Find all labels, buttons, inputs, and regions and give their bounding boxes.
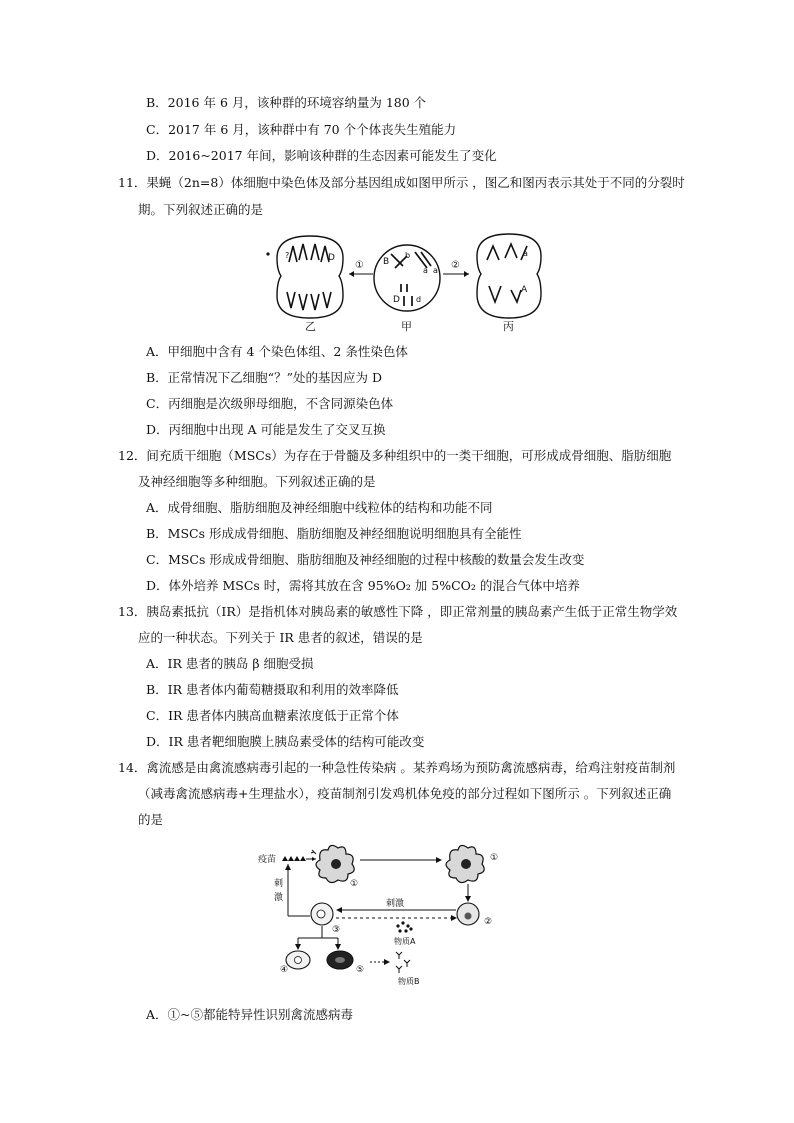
- q11-gene-D-yi: D: [328, 253, 335, 263]
- q11-gene-B: B: [383, 257, 390, 267]
- q11-option-d: D．丙细胞中出现 A 可能是发生了交叉互换: [146, 422, 386, 437]
- q13-stem-line2: 应的一种状态。下列关于 IR 患者的叙述，错误的是: [138, 630, 423, 645]
- q11-option-a: A．甲细胞中含有 4 个染色体组、2 条性染色体: [146, 344, 408, 359]
- q11-stem-line2: 期。下列叙述正确的是: [138, 202, 264, 217]
- q11-arrow-label-2: ②: [451, 260, 460, 271]
- q11-option-c: C．丙细胞是次级卵母细胞，不含同源染色体: [146, 396, 394, 411]
- q12-option-c: C．MSCs 形成成骨细胞、脂肪细胞及神经细胞的过程中核酸的数量会发生改变: [146, 552, 585, 567]
- q11-gene-a2: a: [433, 266, 438, 275]
- q14-cell-2: ②: [484, 917, 493, 927]
- q13-option-a: A．IR 患者的胰岛 β 细胞受损: [146, 656, 314, 671]
- q14-stem-line2: （减毒禽流感病毒+生理盐水），疫苗制剂引发鸡机体免疫的部分过程如下图所示 。下列叙述正确: [138, 786, 672, 801]
- q11-option-b: B．正常情况下乙细胞“？”处的基因应为 D: [146, 370, 382, 385]
- q14-stimulate-label: 刺激: [386, 899, 405, 909]
- q12-stem-line2: 及神经细胞等多种细胞。下列叙述正确的是: [138, 474, 376, 489]
- q13-stem-line1: 13．胰岛素抵抗（IR）是指机体对胰岛素的敏感性下降 ，即正常剂量的胰岛素产生低于正常生物学效: [118, 604, 678, 619]
- q14-cell-1-right: ①: [490, 853, 499, 863]
- q14-cell-4: ④: [280, 965, 289, 975]
- q13-option-d: D．IR 患者靶细胞膜上胰岛素受体的结构可能改变: [146, 734, 425, 749]
- q11-gene-a1: a: [423, 266, 428, 275]
- q11-gene-a3: a: [523, 249, 528, 258]
- q11-label-yi: 乙: [305, 320, 316, 332]
- q12-option-a: A．成骨细胞、脂肪细胞及神经细胞中线粒体的结构和功能不同: [146, 500, 493, 515]
- q11-arrow-label-1: ①: [355, 260, 364, 271]
- q14-immune-process-figure: [258, 840, 528, 985]
- q14-stem-line3: 的是: [138, 812, 164, 827]
- q10-option-b: B．2016 年 6 月，该种群的环境容纳量为 180 个: [146, 95, 427, 110]
- q12-stem-line1: 12．间充质干细胞（MSCs）为存在于骨髓及多种组织中的一类干细胞，可形成成骨细胞、脂肪细胞: [118, 448, 672, 463]
- q14-substance-a: 物质A: [394, 937, 416, 946]
- q14-stem-line1: 14．禽流感是由禽流感病毒引起的一种急性传染病 。某养鸡场为预防禽流感病毒，给鸡注射疫苗制剂: [118, 760, 676, 775]
- q13-option-c: C．IR 患者体内胰高血糖素浓度低于正常个体: [146, 708, 399, 723]
- q11-gene-question-mark: ?: [285, 251, 290, 260]
- q12-option-d: D．体外培养 MSCs 时，需将其放在含 95%O₂ 加 5%CO₂ 的混合气体中培养: [146, 578, 580, 593]
- q11-label-bing: 丙: [503, 320, 514, 332]
- q11-stem-line1: 11．果蝇（2n=8）体细胞中染色体及部分基因组成如图甲所示 ，图乙和图丙表示其处于不同的分裂时: [118, 175, 685, 190]
- q14-cell-5: ⑤: [356, 965, 365, 975]
- q12-option-b: B．MSCs 形成成骨细胞、脂肪细胞及神经细胞说明细胞具有全能性: [146, 526, 522, 541]
- q14-substance-b: 物质B: [398, 977, 420, 985]
- q10-option-d: D．2016~2017 年间，影响该种群的生态因素可能发生了变化: [146, 148, 497, 163]
- q14-stimulate-char1: 刺: [274, 879, 284, 889]
- q14-stimulate-char2: 激: [274, 893, 284, 903]
- q11-gene-D: D: [393, 295, 400, 305]
- q14-option-a: A．①~⑤都能特异性识别禽流感病毒: [146, 1007, 354, 1022]
- q11-gene-d: d: [416, 295, 422, 304]
- q11-cell-division-figure: [255, 228, 555, 332]
- q14-vaccine-label: 疫苗: [258, 855, 277, 865]
- q11-label-jia: 甲: [401, 320, 412, 332]
- q14-cell-1-left: ①: [350, 879, 359, 889]
- q11-gene-b: b: [405, 251, 411, 260]
- q13-option-b: B．IR 患者体内葡萄糖摄取和利用的效率降低: [146, 682, 399, 697]
- q14-cell-3: ③: [332, 925, 341, 935]
- q11-gene-A: A: [521, 285, 528, 295]
- q10-option-c: C．2017 年 6 月，该种群中有 70 个个体丧失生殖能力: [146, 122, 457, 137]
